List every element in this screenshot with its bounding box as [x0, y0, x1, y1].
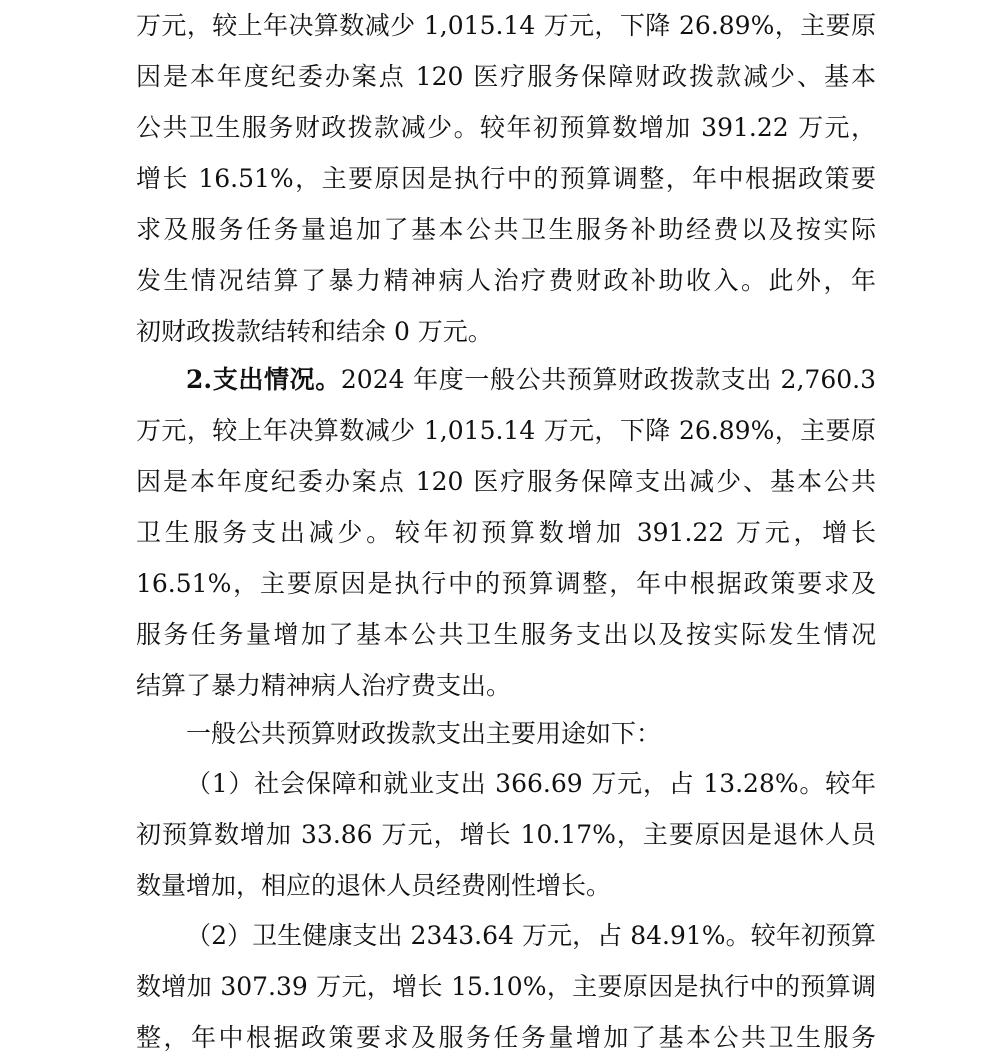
paragraph-line: 万元，较上年决算数减少 1,015.14 万元，下降 26.89%，主要原 [136, 11, 876, 40]
paragraph-line: （2）卫生健康支出 2343.64 万元，占 84.91%。较年初预算 [186, 921, 876, 950]
paragraph-line: 16.51%，主要原因是执行中的预算调整，年中根据政策要求及 [136, 569, 876, 598]
paragraph-line: 因是本年度纪委办案点 120 医疗服务保障支出减少、基本公共 [136, 467, 876, 496]
paragraph-line: 初财政拨款结转和结余 0 万元。 [136, 317, 493, 346]
paragraph-line: 万元，较上年决算数减少 1,015.14 万元，下降 26.89%，主要原 [136, 416, 876, 445]
paragraph-line: 服务任务量增加了基本公共卫生服务支出以及按实际发生情况 [136, 620, 876, 649]
paragraph-line: 公共卫生服务财政拨款减少。较年初预算数增加 391.22 万元， [136, 113, 876, 142]
paragraph-line: 增长 16.51%，主要原因是执行中的预算调整，年中根据政策要 [136, 164, 876, 193]
paragraph-line: 结算了暴力精神病人治疗费支出。 [136, 671, 512, 700]
paragraph-line: 初预算数增加 33.86 万元，增长 10.17%，主要原因是退休人员 [136, 820, 876, 849]
paragraph-line: 整，年中根据政策要求及服务任务量增加了基本公共卫生服务 [136, 1023, 876, 1052]
section-heading-line [186, 354, 876, 405]
paragraph-line: 数量增加，相应的退休人员经费刚性增长。 [136, 871, 612, 900]
paragraph-line: （1）社会保障和就业支出 366.69 万元，占 13.28%。较年 [186, 769, 876, 798]
section-heading: 2.支出情况。 [186, 365, 341, 394]
paragraph-line: 数增加 307.39 万元，增长 15.10%，主要原因是执行中的预算调 [136, 972, 876, 1001]
paragraph-line: 一般公共预算财政拨款支出主要用途如下： [186, 719, 662, 748]
paragraph-line: 卫生服务支出减少。较年初预算数增加 391.22 万元，增长 [136, 518, 876, 547]
paragraph-line: 求及服务任务量追加了基本公共卫生服务补助经费以及按实际 [136, 215, 876, 244]
paragraph-line: 发生情况结算了暴力精神病人治疗费财政补助收入。此外，年 [136, 266, 876, 295]
paragraph-line: 因是本年度纪委办案点 120 医疗服务保障财政拨款减少、基本 [136, 62, 876, 91]
section-heading-text: 2024 年度一般公共预算财政拨款支出 2,760.3 [340, 365, 876, 394]
